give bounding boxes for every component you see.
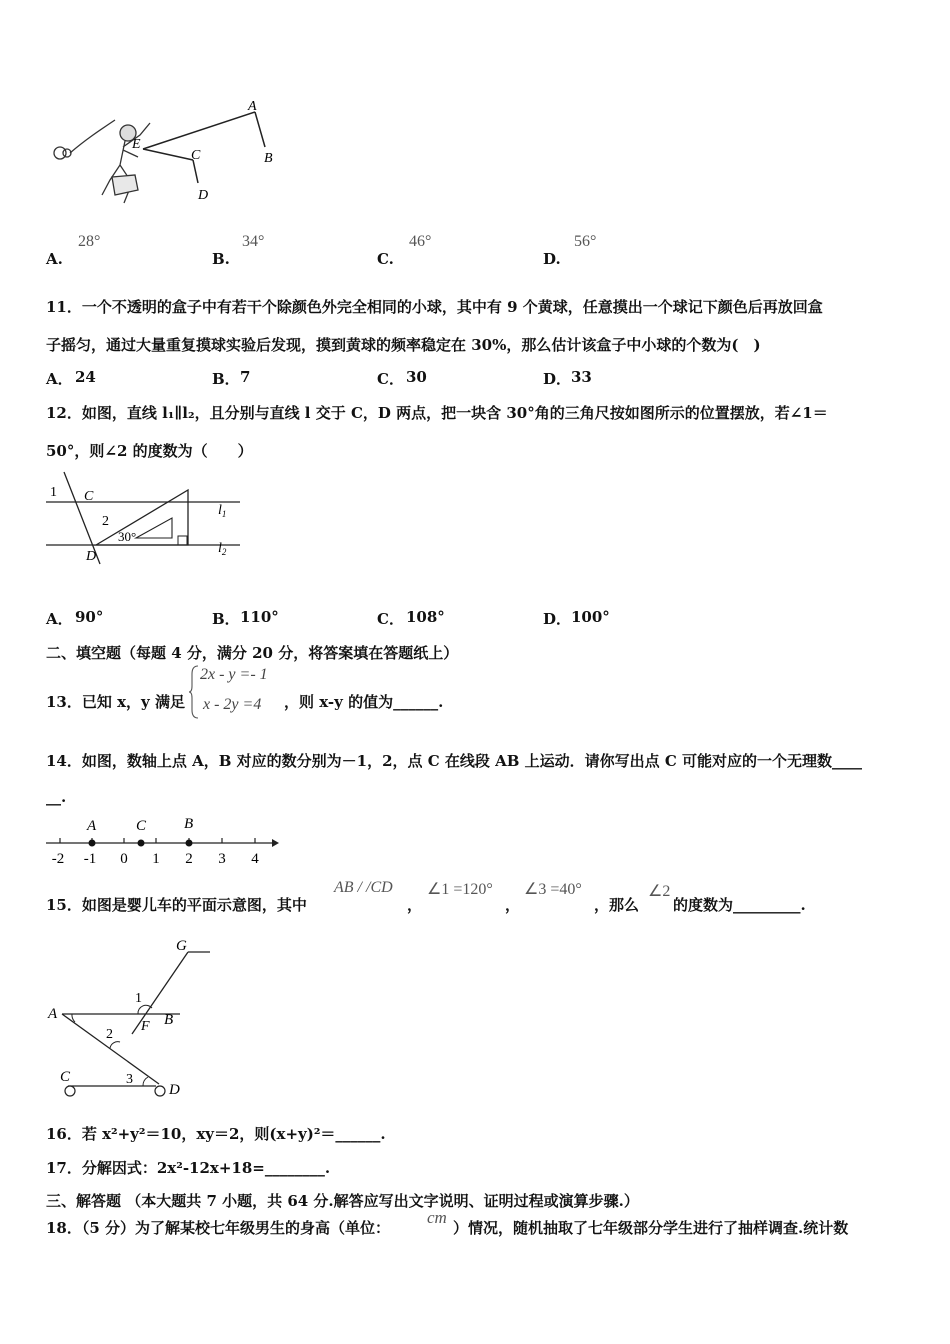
q15-label-f: F bbox=[141, 1019, 150, 1034]
q14-number-line bbox=[40, 812, 280, 868]
q11-line-1: 11．一个不透明的盒子中有若干个除颜色外完全相同的小球，其中有 9 个黄球，任意摸出一个球记下颜色后再放回盒 bbox=[46, 298, 823, 316]
q15-math-angle2: ∠2 bbox=[648, 883, 671, 900]
q14-tick-label: 0 bbox=[120, 851, 128, 867]
q12-option-c-value: 108° bbox=[406, 608, 445, 626]
section-2-heading: 二、填空题（每题 4 分，满分 20 分，将答案填在答题纸上） bbox=[46, 644, 459, 662]
q12-option-d-value: 100° bbox=[571, 608, 610, 626]
q18-suffix: ）情况，随机抽取了七年级部分学生进行了抽样调查.统计数 bbox=[453, 1219, 849, 1237]
q15-label-b: B bbox=[164, 1012, 174, 1028]
q11-option-b-value: 7 bbox=[240, 368, 251, 386]
q16-text: 16．若 x²+y²＝10，xy＝2，则(x+y)²＝______. bbox=[46, 1125, 386, 1143]
q15-label-c: C bbox=[60, 1069, 71, 1085]
q11-option-a-letter: A． bbox=[46, 370, 73, 388]
q15-math-angle1: ∠1 =120° bbox=[427, 881, 493, 898]
q10-label-c: C bbox=[191, 148, 201, 163]
q10-figure bbox=[40, 95, 290, 215]
q10-option-c-letter: C. bbox=[377, 250, 394, 268]
q10-option-b-value: 34° bbox=[242, 233, 265, 250]
q18-prefix: 18．（5 分）为了解某校七年级男生的身高（单位： bbox=[46, 1219, 391, 1237]
q15-prefix: 15．如图是婴儿车的平面示意图，其中 bbox=[46, 896, 307, 914]
q14-line-1: 14．如图，数轴上点 A，B 对应的数分别为－1，2，点 C 在线段 AB 上运动．请你写出点 C 可能对应的一个无理数____ bbox=[46, 752, 863, 770]
q10-option-a-value: 28° bbox=[78, 233, 101, 250]
q10-option-d-letter: D. bbox=[543, 250, 561, 268]
q11-option-c-value: 30 bbox=[406, 368, 427, 386]
q10-option-b-letter: B. bbox=[212, 250, 230, 268]
q14-tick-label: 1 bbox=[152, 851, 160, 867]
q12-option-b-letter: B． bbox=[212, 610, 240, 628]
q12-label-1: 1 bbox=[50, 485, 57, 500]
q12-option-a-letter: A． bbox=[46, 610, 73, 628]
q15-math-angle3: ∠3 =40° bbox=[524, 881, 582, 898]
q15-stroller-figure bbox=[40, 932, 230, 1102]
q13-prefix: 13．已知 x，y 满足 bbox=[46, 693, 185, 711]
q10-label-b: B bbox=[264, 151, 273, 166]
q10-option-a-letter: A. bbox=[46, 250, 63, 268]
q11-line-2: 子摇匀，通过大量重复摸球实验后发现，摸到黄球的频率稳定在 30%，那么估计该盒子中小球的个数为( ) bbox=[46, 336, 761, 354]
q15-label-d: D bbox=[169, 1082, 180, 1098]
q17-text: 17．分解因式：2x²-12x+18=________. bbox=[46, 1159, 331, 1177]
q12-label-30: 30° bbox=[118, 529, 137, 544]
q15-suffix: 的度数为_________. bbox=[673, 896, 806, 914]
q10-label-a: A bbox=[248, 99, 257, 114]
q11-option-b-letter: B． bbox=[212, 370, 240, 388]
q11-option-c-letter: C． bbox=[377, 370, 404, 388]
q12-label-l1: $l_1$ bbox=[218, 503, 227, 519]
q14-point-b: B bbox=[184, 816, 194, 832]
person-kicking-shuttlecock-drawing bbox=[54, 120, 150, 203]
q14-point-a: A bbox=[87, 818, 97, 834]
q12-label-2: 2 bbox=[102, 514, 109, 529]
q13-brace bbox=[188, 664, 200, 720]
q12-label-l2: $l_2$ bbox=[218, 541, 227, 557]
q14-point-c: C bbox=[136, 818, 147, 834]
q11-option-d-letter: D． bbox=[543, 370, 572, 388]
q12-option-d-letter: D． bbox=[543, 610, 572, 628]
q15-comma: ， bbox=[505, 896, 521, 914]
q12-figure bbox=[40, 468, 250, 568]
q14-tick-label: 4 bbox=[251, 851, 259, 867]
q12-label-c: C bbox=[84, 489, 94, 504]
q15-label-g: G bbox=[176, 938, 187, 954]
q12-option-c-letter: C． bbox=[377, 610, 404, 628]
q18-unit: cm bbox=[427, 1208, 447, 1227]
q15-mid: ，那么 bbox=[594, 896, 640, 914]
q11-option-d-value: 33 bbox=[571, 368, 592, 386]
q10-label-d: D bbox=[198, 188, 209, 203]
q12-option-b-value: 110° bbox=[240, 608, 279, 626]
q10-option-c-value: 46° bbox=[409, 233, 432, 250]
q15-math-ab-parallel-cd: AB / /CD bbox=[334, 879, 393, 896]
q15-label-1: 1 bbox=[135, 991, 142, 1006]
q15-label-3: 3 bbox=[126, 1072, 133, 1087]
q14-line-2: __. bbox=[46, 788, 67, 806]
q12-option-a-value: 90° bbox=[75, 608, 104, 626]
q10-option-d-value: 56° bbox=[574, 233, 597, 250]
q14-tick-label: -1 bbox=[83, 851, 97, 867]
q13-equation-1: 2x - y =- 1 bbox=[200, 666, 268, 683]
q12-line-2: 50°，则∠2 的度数为（ ） bbox=[46, 442, 253, 460]
q14-tick-label: -2 bbox=[51, 851, 65, 867]
q15-comma: ， bbox=[407, 896, 423, 914]
q15-label-2: 2 bbox=[106, 1027, 113, 1042]
q10-label-e: E bbox=[132, 137, 141, 152]
section-3-heading: 三、解答题 （本大题共 7 小题，共 64 分.解答应写出文字说明、证明过程或演算步骤.） bbox=[46, 1192, 639, 1210]
q13-equation-2: x - 2y =4 bbox=[203, 696, 262, 713]
q14-tick-label: 3 bbox=[218, 851, 226, 867]
q12-label-d: D bbox=[86, 549, 97, 564]
q14-tick-label: 2 bbox=[185, 851, 193, 867]
q15-label-a: A bbox=[48, 1006, 58, 1022]
q13-suffix: ，则 x-y 的值为______. bbox=[284, 693, 444, 711]
q11-option-a-value: 24 bbox=[75, 368, 96, 386]
q12-line-1: 12．如图，直线 l₁∥l₂，且分别与直线 l 交于 C，D 两点，把一块含 30°角的三角尺按如图所示的位置摆放，若∠1＝ bbox=[46, 404, 828, 422]
